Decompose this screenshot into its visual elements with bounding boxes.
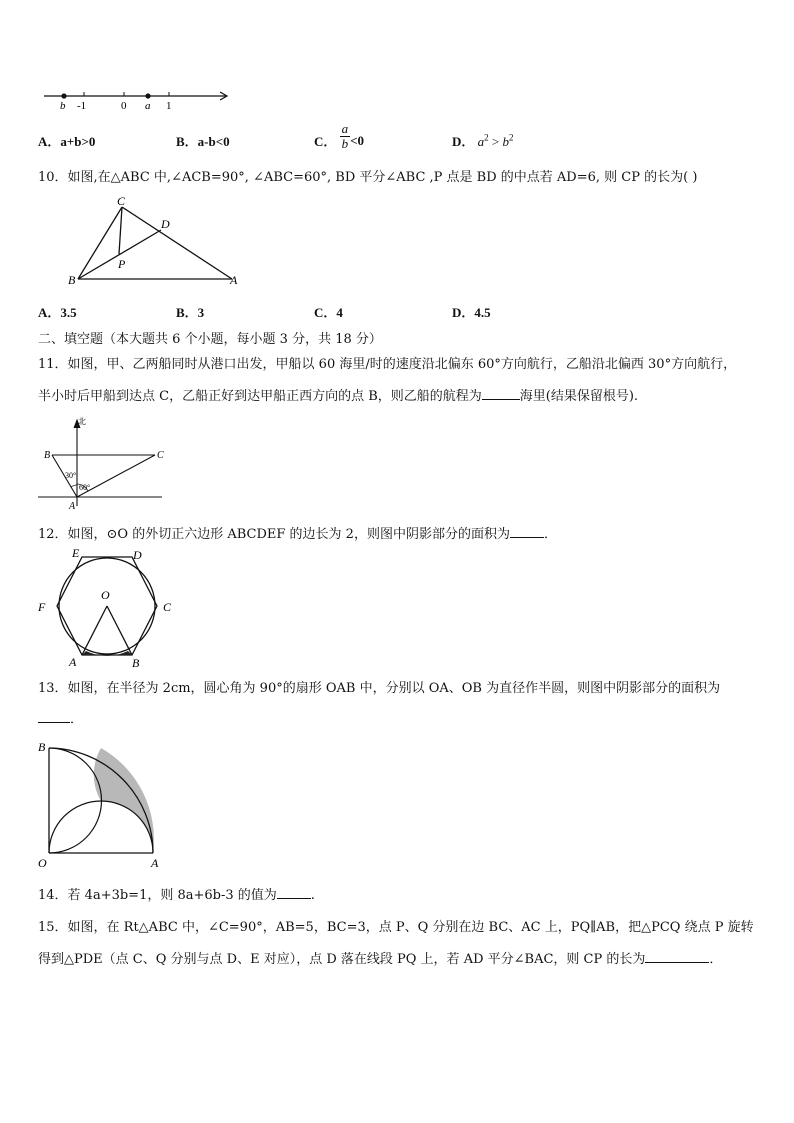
q11-label-c: C <box>157 450 164 461</box>
q9-option-d[interactable]: D． $a^2 > b^2$ <box>452 132 514 149</box>
q10-triangle-figure <box>64 192 244 288</box>
q10-text: 10．如图,在△ABC 中,∠ACB=90°, ∠ABC=60°, BD 平分∠ABC ,P 点是 BD 的中点若 AD=6, 则 CP 的长为( ) <box>38 170 698 185</box>
q12-hexagon-figure <box>36 545 178 671</box>
q12-segment-oa <box>82 606 107 655</box>
q11-label-a: A <box>69 501 76 512</box>
q12-label-b: B <box>132 656 140 670</box>
label-zero: 0 <box>121 100 127 112</box>
point-b <box>61 93 66 98</box>
q10-side-cb <box>78 207 122 279</box>
point-a <box>145 93 150 98</box>
q10-label-c: C <box>117 194 126 208</box>
q11-label-angle-30: 30° <box>65 471 77 480</box>
q13-label-a: A <box>151 856 159 870</box>
q15-text-line2: 得到△PDE（点 C、Q 分别与点 D、E 对应），点 D 落在线段 PQ 上，若 AD 平分∠BAC，则 CP 的长为 ． <box>38 952 723 967</box>
q9-option-b[interactable]: B．a-b<0 <box>176 134 230 149</box>
q10-label-a: A <box>230 273 238 287</box>
q13-semicircle-ob <box>49 748 102 853</box>
q13-label-o: O <box>38 856 47 870</box>
q11-label-north: 北 <box>78 417 86 426</box>
q10-option-c[interactable]: C．4 <box>314 305 343 320</box>
q12-label-o: O <box>101 588 110 602</box>
q12-label-d: D <box>133 548 142 562</box>
q11-text-line1: 11．如图，甲、乙两船同时从港口出发，甲船以 60 海里/时的速度沿北偏东 60°方向航行，乙船沿北偏西 30°方向航行， <box>38 357 737 372</box>
q10-option-b[interactable]: B．3 <box>176 305 205 320</box>
q13-text-line2: ． <box>38 708 83 727</box>
q11-label-b: B <box>44 450 51 461</box>
q11-label-angle-60: 60° <box>79 483 91 492</box>
q12-answer-blank[interactable] <box>510 525 544 538</box>
q12-label-e: E <box>72 546 80 560</box>
q15-text-line1: 15．如图，在 Rt△ABC 中，∠C=90°，AB=5，BC=3，点 P、Q 分别在边 BC、AC 上，PQ∥AB，把△PCQ 绕点 P 旋转 <box>38 920 754 935</box>
q10-option-a[interactable]: A．3.5 <box>38 305 77 320</box>
q12-label-f: F <box>38 600 46 614</box>
q9-option-c[interactable]: C． $\frac{a}{b}$ <0 <box>314 121 365 151</box>
label-minus-one: -1 <box>77 100 87 112</box>
label-b: b <box>60 100 66 112</box>
q13-sector-figure <box>36 735 170 871</box>
q11-angle-arc-30 <box>71 485 77 487</box>
q14-answer-blank[interactable] <box>277 886 311 899</box>
q13-label-b: B <box>38 740 46 754</box>
q12-segment-ob <box>107 606 132 655</box>
q11-answer-blank[interactable] <box>482 387 520 400</box>
q11-text-line2: 半小时后甲船到达点 C，乙船正好到达甲船正西方向的点 B，则乙船的航程为 海里(结果保留根号). <box>38 389 639 404</box>
q10-option-d[interactable]: D．4.5 <box>452 305 491 320</box>
q10-label-b: B <box>68 273 76 287</box>
q15-answer-blank[interactable] <box>645 950 709 963</box>
label-a: a <box>145 100 151 112</box>
q12-label-a: A <box>69 655 77 669</box>
q9-option-a[interactable]: A．a+b>0 <box>38 134 96 149</box>
q10-label-d: D <box>161 217 170 231</box>
q12-label-c: C <box>163 600 172 614</box>
q13-answer-blank[interactable] <box>38 710 70 723</box>
label-one: 1 <box>166 100 172 112</box>
q13-text-line1: 13．如图，在半径为 2cm，圆心角为 90°的扇形 OAB 中，分别以 OA、OB 为直径作半圆，则图中阴影部分的面积为 <box>38 681 721 696</box>
fraction: $\frac{a}{b}$ <box>341 121 349 151</box>
q10-label-p: P <box>118 257 126 271</box>
q14-text: 14．若 4a+3b=1，则 8a+6b-3 的值为 . <box>38 888 315 903</box>
section-title-fill-in: 二、填空题（本大题共 6 个小题，每小题 3 分，共 18 分） <box>38 332 382 347</box>
q10-segment-cp <box>119 207 122 254</box>
number-line-figure <box>38 84 238 112</box>
q11-bearing-figure <box>38 414 166 512</box>
q12-text: 12．如图，⊙O 的外切正六边形 ABCDEF 的边长为 2，则图中阴影部分的面积为 ． <box>38 527 557 542</box>
